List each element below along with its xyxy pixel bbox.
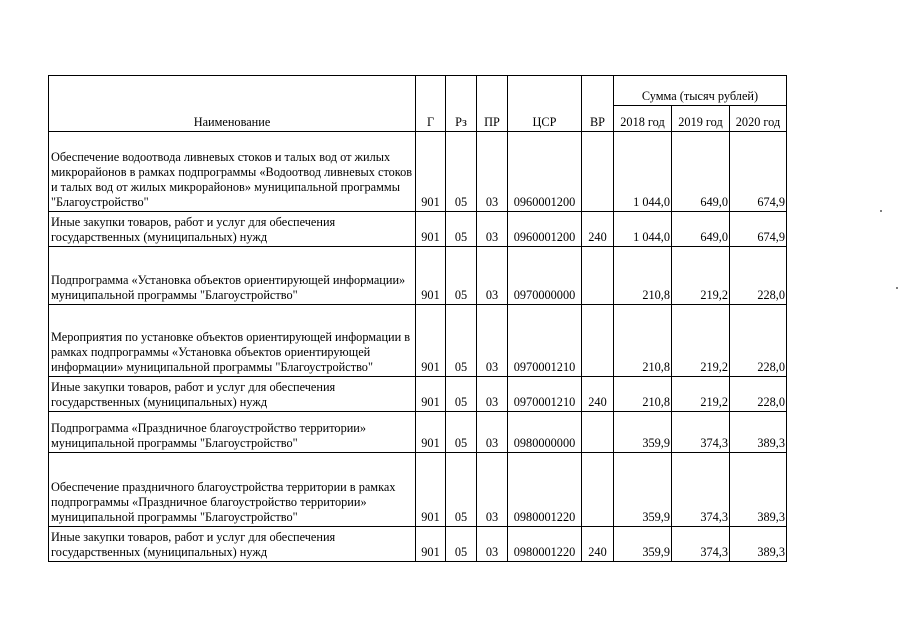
cell-csr: 0970001210 — [508, 377, 582, 412]
cell-y2018: 359,9 — [614, 527, 672, 562]
table-row — [49, 247, 787, 305]
cell-csr: 0970000000 — [508, 247, 582, 305]
header-2018: 2018 год — [614, 106, 672, 132]
cell-g: 901 — [416, 247, 446, 305]
cell-y2020: 389,3 — [730, 453, 787, 527]
cell-name: Подпрограмма «Установка объектов ориентирующей информации» муниципальной программы "Благоустройство" — [49, 247, 416, 305]
cell-g: 901 — [416, 412, 446, 453]
cell-name: Иные закупки товаров, работ и услуг для обеспечения государственных (муниципальных) нужд — [49, 377, 416, 412]
cell-pr: 03 — [477, 453, 508, 527]
cell-csr: 0980001220 — [508, 453, 582, 527]
cell-pr: 03 — [477, 527, 508, 562]
cell-vr — [582, 132, 614, 212]
cell-g: 901 — [416, 212, 446, 247]
table-row — [49, 212, 787, 247]
cell-y2018: 1 044,0 — [614, 132, 672, 212]
cell-name: Подпрограмма «Праздничное благоустройство территории» муниципальной программы "Благоустройство" — [49, 412, 416, 453]
cell-pr: 03 — [477, 212, 508, 247]
cell-g: 901 — [416, 527, 446, 562]
cell-vr — [582, 412, 614, 453]
cell-y2018: 359,9 — [614, 453, 672, 527]
scan-speck — [896, 287, 898, 289]
header-rz: Рз — [446, 76, 477, 132]
header-g: Г — [416, 76, 446, 132]
cell-pr: 03 — [477, 412, 508, 453]
cell-y2019: 374,3 — [672, 527, 730, 562]
cell-g: 901 — [416, 453, 446, 527]
cell-y2020: 674,9 — [730, 212, 787, 247]
cell-rz: 05 — [446, 377, 477, 412]
cell-y2019: 649,0 — [672, 212, 730, 247]
cell-y2019: 219,2 — [672, 305, 730, 377]
cell-g: 901 — [416, 305, 446, 377]
cell-y2019: 219,2 — [672, 377, 730, 412]
cell-csr: 0960001200 — [508, 212, 582, 247]
header-name: Наименование — [49, 76, 416, 132]
header-2020: 2020 год — [730, 106, 787, 132]
cell-y2019: 374,3 — [672, 412, 730, 453]
cell-pr: 03 — [477, 305, 508, 377]
cell-name: Мероприятия по установке объектов ориентирующей информации в рамках подпрограммы «Установка объектов ориентирующей информации» муниципальной программы "Благоустройство" — [49, 305, 416, 377]
cell-rz: 05 — [446, 453, 477, 527]
cell-rz: 05 — [446, 412, 477, 453]
cell-rz: 05 — [446, 247, 477, 305]
table-row — [49, 377, 787, 412]
cell-name: Иные закупки товаров, работ и услуг для обеспечения государственных (муниципальных) нужд — [49, 527, 416, 562]
cell-name: Обеспечение водоотвода ливневых стоков и талых вод от жилых микрорайонов в рамках подпрограммы «Водоотвод ливневых стоков и талых вод от жилых микрорайонов» муниципальной программы "Благоустройство" — [49, 132, 416, 212]
scan-speck — [880, 210, 882, 212]
cell-pr: 03 — [477, 247, 508, 305]
cell-y2018: 210,8 — [614, 247, 672, 305]
cell-rz: 05 — [446, 132, 477, 212]
cell-vr — [582, 453, 614, 527]
header-sum: Сумма (тысяч рублей) — [614, 76, 787, 106]
cell-y2020: 228,0 — [730, 305, 787, 377]
cell-y2018: 1 044,0 — [614, 212, 672, 247]
cell-y2020: 228,0 — [730, 377, 787, 412]
cell-rz: 05 — [446, 305, 477, 377]
cell-vr — [582, 305, 614, 377]
cell-y2020: 389,3 — [730, 412, 787, 453]
header-csr: ЦСР — [508, 76, 582, 132]
cell-vr — [582, 247, 614, 305]
cell-rz: 05 — [446, 212, 477, 247]
cell-vr: 240 — [582, 212, 614, 247]
header-2019: 2019 год — [672, 106, 730, 132]
cell-name: Обеспечение праздничного благоустройства территории в рамках подпрограммы «Праздничное благоустройство территории» муниципальной программы "Благоустройство" — [49, 453, 416, 527]
budget-table — [48, 75, 787, 562]
header-pr: ПР — [477, 76, 508, 132]
table-row — [49, 453, 787, 527]
cell-y2020: 228,0 — [730, 247, 787, 305]
cell-csr: 0960001200 — [508, 132, 582, 212]
header-vr: ВР — [582, 76, 614, 132]
cell-g: 901 — [416, 377, 446, 412]
cell-csr: 0980001220 — [508, 527, 582, 562]
cell-y2019: 219,2 — [672, 247, 730, 305]
table-row — [49, 412, 787, 453]
cell-csr: 0970001210 — [508, 305, 582, 377]
cell-vr: 240 — [582, 377, 614, 412]
cell-pr: 03 — [477, 132, 508, 212]
table-row — [49, 305, 787, 377]
header-row-1 — [49, 76, 787, 106]
cell-csr: 0980000000 — [508, 412, 582, 453]
cell-y2019: 374,3 — [672, 453, 730, 527]
table-body — [49, 76, 787, 562]
cell-g: 901 — [416, 132, 446, 212]
table-row — [49, 132, 787, 212]
cell-pr: 03 — [477, 377, 508, 412]
cell-y2020: 389,3 — [730, 527, 787, 562]
cell-y2020: 674,9 — [730, 132, 787, 212]
cell-rz: 05 — [446, 527, 477, 562]
cell-name: Иные закупки товаров, работ и услуг для обеспечения государственных (муниципальных) нужд — [49, 212, 416, 247]
table-row — [49, 527, 787, 562]
cell-y2019: 649,0 — [672, 132, 730, 212]
cell-y2018: 210,8 — [614, 305, 672, 377]
cell-y2018: 359,9 — [614, 412, 672, 453]
cell-y2018: 210,8 — [614, 377, 672, 412]
cell-vr: 240 — [582, 527, 614, 562]
